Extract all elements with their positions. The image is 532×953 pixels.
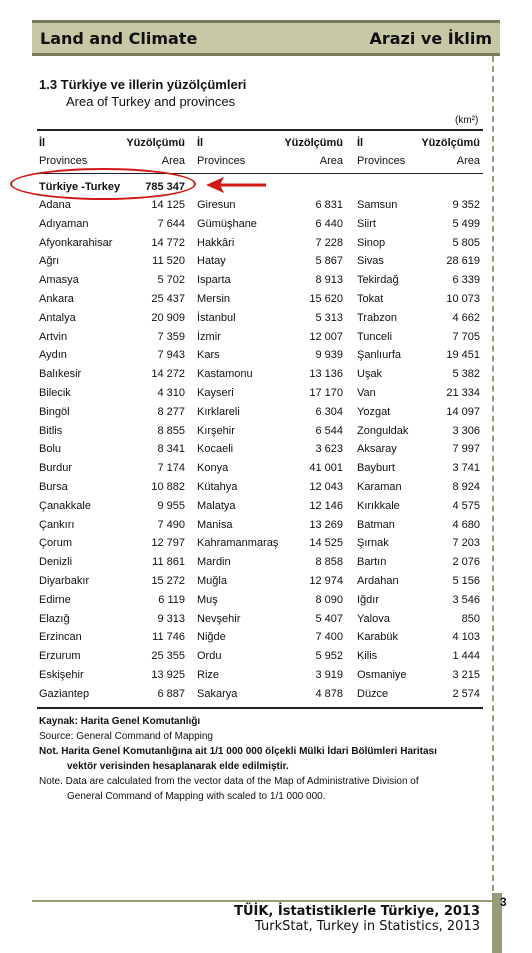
province-name: Hakkâri (197, 236, 235, 249)
province-name: Afyonkarahisar (39, 236, 113, 249)
note-en-2: General Command of Mapping with scaled to 1/1 000 000. (67, 791, 326, 802)
table-row (357, 478, 480, 496)
province-name: Kilis (357, 650, 378, 663)
table-row (357, 534, 480, 552)
table-row (197, 685, 343, 703)
province-name: Sivas (357, 255, 384, 268)
province-area: 8 858 (315, 556, 343, 569)
province-area: 14 097 (446, 405, 480, 418)
province-name: Batman (357, 518, 395, 531)
table-row (357, 384, 480, 402)
province-area: 3 546 (452, 593, 480, 606)
table-bottom-rule (37, 707, 483, 709)
province-area: 5 156 (452, 575, 480, 587)
total-value: 785 347 (145, 181, 185, 193)
province-name: Eskişehir (39, 669, 84, 681)
province-area: 7 203 (452, 537, 480, 550)
table-row (39, 553, 185, 571)
province-name: Erzincan (39, 631, 82, 644)
table-row (39, 309, 185, 327)
table-row (39, 647, 185, 665)
province-name: Kırklareli (197, 405, 240, 418)
province-name: Nevşehir (197, 612, 241, 625)
table-row (39, 685, 185, 703)
table-row (357, 290, 480, 308)
province-name: Ankara (39, 293, 74, 305)
province-name: Çanakkale (39, 499, 91, 512)
province-area: 7 228 (315, 236, 343, 249)
province-area: 3 741 (452, 462, 480, 475)
province-area: 8 341 (157, 443, 185, 456)
province-name: Iğdır (357, 593, 380, 606)
province-area: 5 313 (315, 311, 343, 324)
table-row (39, 290, 185, 308)
province-area: 6 119 (158, 593, 185, 606)
province-area: 5 805 (452, 236, 480, 249)
province-name: Artvin (39, 330, 68, 343)
province-name: Düzce (357, 687, 389, 700)
table-row (197, 647, 343, 665)
province-name: Bolu (39, 443, 62, 456)
province-name: Ardahan (357, 575, 399, 587)
col2-val-tr: Yüzölçümü (284, 137, 343, 149)
table-row (197, 572, 343, 590)
margin-dashed-line (492, 56, 494, 901)
province-name: Uşak (357, 368, 383, 381)
province-area: 8 090 (315, 593, 343, 606)
table-row (357, 440, 480, 458)
page-header (32, 20, 500, 56)
header-left-title: Land and Climate (40, 28, 198, 48)
province-name: Isparta (197, 274, 231, 287)
province-name: Gaziantep (39, 687, 90, 700)
highlight-ellipse (10, 168, 196, 200)
table-row (357, 572, 480, 590)
province-area: 6 440 (315, 217, 343, 230)
table-row (357, 403, 480, 421)
province-area: 4 310 (157, 387, 185, 399)
province-area: 14 125 (151, 199, 185, 211)
province-area: 5 407 (315, 612, 343, 625)
table-row (39, 516, 185, 534)
table-row (39, 459, 185, 477)
province-name: Siirt (357, 217, 376, 230)
province-name: Giresun (197, 199, 236, 211)
table-row (197, 516, 343, 534)
table-row (39, 346, 185, 364)
table-row (197, 440, 343, 458)
province-area: 2 076 (452, 556, 480, 569)
province-area: 14 525 (309, 537, 343, 550)
province-name: Muğla (197, 575, 227, 587)
province-area: 12 007 (309, 330, 343, 343)
province-area: 8 913 (315, 274, 343, 287)
province-area: 3 215 (452, 669, 480, 681)
table-row (197, 628, 343, 646)
province-area: 5 382 (452, 368, 480, 381)
province-name: Gümüşhane (197, 217, 257, 230)
col1-name-en: Provinces (39, 155, 88, 167)
header-right-title: Arazi ve İklim (369, 28, 492, 48)
highlight-arrow-icon (206, 176, 268, 194)
table-row (197, 196, 343, 214)
table-row (39, 572, 185, 590)
table-row (39, 403, 185, 421)
province-area: 1 444 (452, 650, 480, 663)
province-name: İzmir (197, 330, 221, 343)
col1-val-en: Area (161, 155, 185, 167)
province-area: 11 520 (152, 255, 185, 268)
table-row (197, 365, 343, 383)
province-area: 7 400 (315, 631, 343, 644)
table-row (357, 647, 480, 665)
province-name: Bursa (39, 481, 68, 493)
province-name: Edirne (39, 593, 71, 606)
table-row (197, 422, 343, 440)
province-name: Rize (197, 669, 220, 681)
province-name: Elazığ (39, 612, 70, 625)
footer-line-2: TurkStat, Turkey in Statistics, 2013 (255, 919, 480, 934)
province-area: 13 925 (151, 669, 185, 681)
province-name: Sakarya (197, 687, 238, 700)
table-row (197, 534, 343, 552)
province-area: 7 174 (157, 462, 185, 475)
unit-label: (km²) (455, 115, 479, 126)
province-area: 12 043 (309, 481, 343, 493)
province-name: Balıkesir (39, 368, 82, 381)
table-row (39, 234, 185, 252)
province-name: Kırıkkale (357, 499, 400, 512)
province-name: Van (357, 387, 376, 399)
province-area: 20 909 (151, 311, 185, 324)
province-name: Bingöl (39, 405, 70, 418)
table-row (357, 271, 480, 289)
table-row (197, 215, 343, 233)
province-name: Ağrı (39, 255, 60, 268)
table-row (39, 628, 185, 646)
table-row (357, 628, 480, 646)
col2-val-en: Area (319, 155, 343, 167)
province-area: 5 867 (315, 255, 343, 268)
province-name: Yalova (357, 612, 390, 625)
province-area: 25 437 (151, 293, 185, 305)
province-area: 15 272 (151, 575, 185, 587)
province-name: Şırnak (357, 537, 389, 550)
province-name: Malatya (197, 499, 236, 512)
province-area: 6 544 (315, 424, 343, 437)
province-name: Bitlis (39, 424, 63, 437)
province-area: 13 269 (309, 518, 343, 531)
province-name: Niğde (197, 631, 226, 644)
table-row (39, 422, 185, 440)
province-area: 4 878 (315, 687, 343, 700)
col1-val-tr: Yüzölçümü (126, 137, 185, 149)
table-row (39, 497, 185, 515)
province-area: 6 304 (315, 405, 343, 418)
province-name: Karaman (357, 481, 402, 493)
province-name: Samsun (357, 199, 398, 211)
table-row (197, 553, 343, 571)
col3-val-tr: Yüzölçümü (421, 137, 480, 149)
province-area: 15 620 (309, 293, 343, 305)
col2-name-en: Provinces (197, 155, 246, 167)
province-name: Kocaeli (197, 443, 234, 456)
col1-name-tr: İl (39, 137, 46, 149)
title-english: Area of Turkey and provinces (66, 94, 236, 109)
table-row (357, 497, 480, 515)
province-name: Antalya (39, 311, 76, 324)
province-name: Tunceli (357, 330, 393, 343)
province-name: Kahramanmaraş (197, 537, 279, 550)
table-row (39, 365, 185, 383)
province-area: 25 355 (151, 650, 185, 663)
province-area: 9 939 (315, 349, 343, 362)
table-row (39, 328, 185, 346)
table-row (357, 196, 480, 214)
province-area: 28 619 (446, 255, 480, 268)
province-area: 11 861 (152, 556, 185, 569)
province-area: 5 499 (452, 217, 480, 230)
province-area: 21 334 (446, 387, 480, 399)
province-name: Konya (197, 462, 229, 475)
province-name: Kastamonu (197, 368, 253, 381)
col3-val-en: Area (456, 155, 480, 167)
province-name: Kayseri (197, 387, 234, 399)
province-area: 3 919 (315, 669, 343, 681)
province-name: Yozgat (357, 405, 391, 418)
province-name: Trabzon (357, 311, 397, 324)
table-row (357, 252, 480, 270)
province-name: Kars (197, 349, 220, 362)
province-name: Erzurum (39, 650, 81, 663)
province-name: Tokat (357, 293, 384, 305)
province-area: 8 277 (157, 405, 185, 418)
province-area: 10 073 (446, 293, 480, 305)
note-tr-1: Not. Harita Genel Komutanlığına ait 1/1 000 000 ölçekli Mülki İdari Bölümleri Haritası (39, 746, 437, 757)
table-row (197, 234, 343, 252)
province-name: Amasya (39, 274, 79, 287)
table-row (197, 309, 343, 327)
province-name: Çorum (39, 537, 73, 550)
province-area: 8 924 (452, 481, 480, 493)
col3-name-tr: İl (357, 137, 364, 149)
table-row (197, 252, 343, 270)
province-area: 14 272 (151, 368, 185, 381)
province-area: 12 797 (151, 537, 185, 550)
table-row (357, 346, 480, 364)
province-area: 6 887 (157, 687, 185, 700)
table-row (357, 666, 480, 684)
province-area: 12 146 (309, 499, 343, 512)
province-area: 7 943 (157, 349, 185, 362)
province-name: Burdur (39, 462, 73, 475)
province-area: 10 882 (151, 481, 185, 493)
table-row (197, 459, 343, 477)
page-number: 3 (500, 895, 507, 909)
table-row (197, 497, 343, 515)
province-name: Mersin (197, 293, 231, 305)
province-area: 17 170 (309, 387, 343, 399)
province-name: Çankırı (39, 518, 75, 531)
col3-name-en: Provinces (357, 155, 406, 167)
table-row (39, 478, 185, 496)
province-name: Ordu (197, 650, 222, 663)
note-tr-2: vektör verisinden hesaplanarak elde edilmiştir. (67, 761, 289, 772)
province-name: Muş (197, 593, 218, 606)
province-name: Denizli (39, 556, 73, 569)
province-area: 9 955 (157, 499, 185, 512)
province-area: 41 001 (309, 462, 343, 475)
table-row (39, 534, 185, 552)
table-row (357, 610, 480, 628)
footer-line-1: TÜİK, İstatistiklerle Türkiye, 2013 (234, 904, 480, 919)
table-row (39, 610, 185, 628)
table-row (197, 610, 343, 628)
page-footer (234, 904, 480, 934)
table-row (39, 591, 185, 609)
province-name: Bartın (357, 556, 387, 569)
total-name: Türkiye -Turkey (39, 181, 121, 193)
table-row (197, 271, 343, 289)
footer-rule (32, 900, 492, 902)
province-area: 7 644 (157, 217, 185, 230)
province-name: İstanbul (197, 311, 236, 324)
table-row (357, 365, 480, 383)
table-row (39, 271, 185, 289)
province-name: Tekirdağ (357, 274, 399, 287)
province-name: Osmaniye (357, 669, 407, 681)
province-area: 14 772 (151, 236, 185, 249)
column-header-2 (197, 136, 343, 168)
table-row (357, 328, 480, 346)
province-area: 13 136 (309, 368, 343, 381)
province-name: Zonguldak (357, 424, 409, 437)
column-header-3 (357, 136, 480, 168)
table-row (197, 290, 343, 308)
table-top-rule (37, 129, 483, 131)
table-row (39, 440, 185, 458)
province-area: 3 306 (452, 424, 480, 437)
table-row (357, 685, 480, 703)
province-area: 19 451 (446, 349, 480, 362)
table-row (39, 252, 185, 270)
province-area: 9 313 (157, 612, 185, 625)
province-name: Adıyaman (39, 217, 89, 230)
province-area: 5 952 (315, 650, 343, 663)
province-area: 12 974 (309, 575, 343, 587)
province-area: 8 855 (157, 424, 185, 437)
table-row (39, 666, 185, 684)
title-turkish: 1.3 Türkiye ve illerin yüzölçümleri (39, 77, 247, 92)
province-area: 6 831 (315, 199, 343, 211)
table-row (197, 403, 343, 421)
province-area: 850 (461, 612, 480, 625)
province-name: Sinop (357, 236, 386, 249)
province-name: Hatay (197, 255, 226, 268)
table-row (197, 328, 343, 346)
province-area: 7 705 (452, 330, 480, 343)
province-area: 7 359 (157, 330, 185, 343)
table-row (357, 516, 480, 534)
province-name: Bilecik (39, 387, 71, 399)
table-row (197, 478, 343, 496)
table-row (39, 215, 185, 233)
table-row (357, 459, 480, 477)
province-name: Aydın (39, 349, 67, 362)
table-row (197, 666, 343, 684)
table-title (39, 77, 246, 109)
province-area: 9 352 (452, 199, 480, 211)
table-row (197, 346, 343, 364)
table-row (197, 384, 343, 402)
province-name: Manisa (197, 518, 233, 531)
col2-name-tr: İl (197, 137, 204, 149)
source-tr: Kaynak: Harita Genel Komutanlığı (39, 716, 201, 727)
province-area: 4 680 (452, 518, 480, 531)
province-name: Diyarbakır (39, 575, 90, 587)
column-header-1 (39, 136, 185, 168)
table-row (357, 422, 480, 440)
table-row (357, 234, 480, 252)
province-area: 7 490 (157, 518, 185, 531)
province-name: Adana (39, 199, 71, 211)
province-area: 2 574 (452, 687, 480, 700)
table-row (357, 553, 480, 571)
table-row (197, 591, 343, 609)
table-row (357, 591, 480, 609)
province-name: Kırşehir (197, 424, 235, 437)
province-name: Bayburt (357, 462, 395, 475)
source-en: Source: General Command of Mapping (39, 731, 213, 742)
table-row (39, 384, 185, 402)
note-en-1: Note. Data are calculated from the vector data of the Map of Administrative Division of (39, 776, 419, 787)
province-name: Kütahya (197, 481, 238, 493)
province-area: 3 623 (315, 443, 343, 456)
table-notes (39, 714, 437, 804)
province-name: Aksaray (357, 443, 397, 456)
province-area: 5 702 (157, 274, 185, 287)
province-area: 11 746 (152, 631, 185, 644)
province-area: 4 662 (452, 311, 480, 324)
province-area: 4 575 (452, 499, 480, 512)
table-row (357, 309, 480, 327)
province-name: Mardin (197, 556, 231, 569)
province-area: 6 339 (452, 274, 480, 287)
province-name: Şanlıurfa (357, 349, 402, 362)
province-name: Karabük (357, 631, 398, 644)
province-area: 7 997 (452, 443, 480, 456)
table-row (357, 215, 480, 233)
province-area: 4 103 (452, 631, 480, 644)
